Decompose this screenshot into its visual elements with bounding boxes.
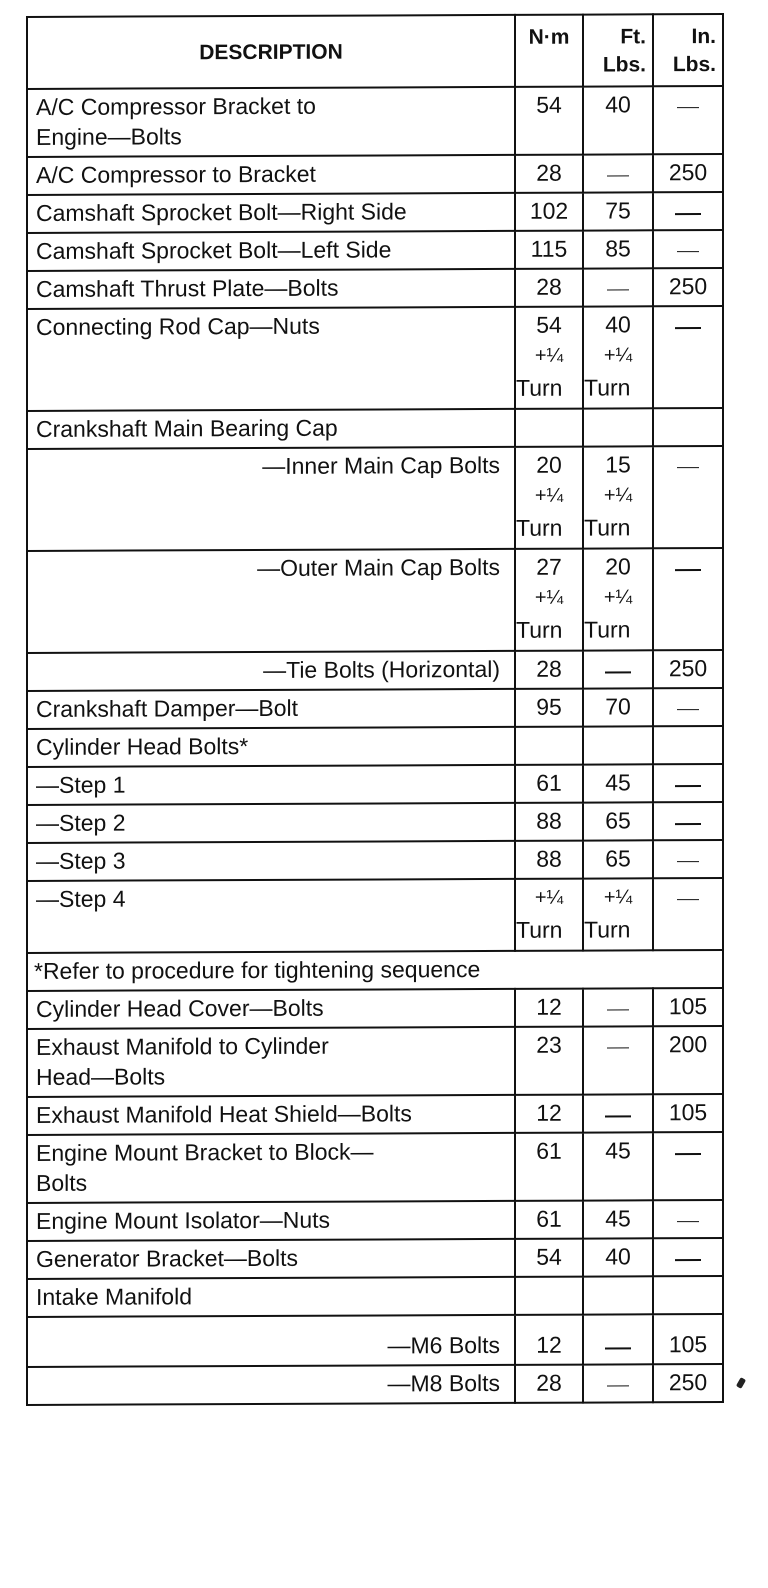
- value-nm: 28: [515, 155, 583, 193]
- value-nm: 20 +¼ Turn: [515, 447, 583, 549]
- not-applicable-dash: [607, 290, 629, 291]
- table-row: [27, 192, 723, 233]
- value-nm: 28: [515, 269, 583, 307]
- value-in-lbs: 105: [653, 1094, 723, 1132]
- value-ft-lbs: 85: [583, 230, 653, 268]
- table-row: [27, 548, 723, 653]
- footnote: *Refer to procedure for tightening sequence: [27, 950, 723, 991]
- stray-ink-mark: [736, 1377, 746, 1389]
- not-applicable-dash: [677, 1221, 699, 1222]
- not-applicable-dash: [605, 1347, 631, 1349]
- not-applicable-dash: [605, 671, 631, 673]
- table-row: [27, 446, 723, 551]
- row-description: Camshaft Sprocket Bolt—Right Side: [27, 193, 515, 233]
- row-description: Crankshaft Main Bearing Cap: [27, 409, 515, 449]
- row-description: —Outer Main Cap Bolts: [27, 549, 515, 653]
- value-nm: 54: [515, 87, 583, 155]
- value-in-lbs: [653, 726, 723, 764]
- value-ft-lbs: [583, 1364, 653, 1402]
- value-in-lbs: 250: [653, 154, 723, 192]
- value-in-lbs: [653, 408, 723, 446]
- value-in-lbs: [653, 802, 723, 840]
- row-description: Crankshaft Damper—Bolt: [27, 689, 515, 729]
- table-row: [27, 1132, 723, 1203]
- header-in-lbs: In. Lbs.: [653, 14, 723, 86]
- value-ft-lbs: 75: [583, 192, 653, 230]
- value-in-lbs: [653, 878, 723, 950]
- not-applicable-dash: [607, 1010, 629, 1011]
- value-in-lbs: [653, 306, 723, 408]
- torque-spec-sheet: [26, 13, 722, 1406]
- table-row: [27, 1200, 723, 1241]
- value-in-lbs: [653, 230, 723, 268]
- value-in-lbs: [653, 192, 723, 230]
- not-applicable-dash: [675, 1259, 701, 1261]
- not-applicable-dash: [675, 785, 701, 787]
- not-applicable-dash: [677, 107, 699, 108]
- table-row: [27, 1238, 723, 1279]
- table-row: [27, 86, 723, 157]
- not-applicable-dash: [607, 1048, 629, 1049]
- value-nm: 28: [515, 1365, 583, 1403]
- not-applicable-dash: [677, 709, 699, 710]
- value-nm: 61: [515, 765, 583, 803]
- row-description: —Tie Bolts (Horizontal): [27, 651, 515, 691]
- value-in-lbs: 105: [653, 1314, 723, 1364]
- not-applicable-dash: [677, 467, 699, 468]
- value-ft-lbs: +¼ Turn: [583, 878, 653, 950]
- row-description: Camshaft Thrust Plate—Bolts: [27, 269, 515, 309]
- value-ft-lbs: [583, 154, 653, 192]
- value-ft-lbs: 40 +¼ Turn: [583, 306, 653, 408]
- table-row: [27, 1094, 723, 1135]
- table-row: [27, 1276, 723, 1317]
- value-ft-lbs: [583, 1094, 653, 1132]
- value-ft-lbs: [583, 1314, 653, 1364]
- table-row: [27, 408, 723, 449]
- table-row: [27, 1026, 723, 1097]
- table-row: [27, 1314, 723, 1367]
- header-row: [27, 14, 723, 89]
- table-row: [27, 268, 723, 309]
- row-description: A/C Compressor Bracket to Engine—Bolts: [27, 87, 515, 157]
- not-applicable-dash: [675, 327, 701, 329]
- value-in-lbs: [653, 1132, 723, 1200]
- value-ft-lbs: 65: [583, 802, 653, 840]
- value-in-lbs: 200: [653, 1026, 723, 1094]
- row-description: A/C Compressor to Bracket: [27, 155, 515, 195]
- row-description: —Step 1: [27, 765, 515, 805]
- value-in-lbs: 250: [653, 650, 723, 688]
- value-in-lbs: 250: [653, 268, 723, 306]
- not-applicable-dash: [607, 176, 629, 177]
- value-nm: [515, 727, 583, 765]
- row-description: Generator Bracket—Bolts: [27, 1239, 515, 1279]
- row-description: Exhaust Manifold Heat Shield—Bolts: [27, 1095, 515, 1135]
- row-description: Cylinder Head Cover—Bolts: [27, 989, 515, 1029]
- table-row: [27, 878, 723, 953]
- row-description: Cylinder Head Bolts*: [27, 727, 515, 767]
- value-nm: 12: [515, 1315, 583, 1365]
- value-in-lbs: [653, 840, 723, 878]
- value-nm: 115: [515, 231, 583, 269]
- value-ft-lbs: [583, 1026, 653, 1094]
- value-in-lbs: 250: [653, 1364, 723, 1402]
- value-in-lbs: [653, 1276, 723, 1314]
- value-ft-lbs: 45: [583, 1200, 653, 1238]
- table-row: [27, 840, 723, 881]
- value-nm: 28: [515, 651, 583, 689]
- value-ft-lbs: 15 +¼ Turn: [583, 446, 653, 548]
- value-nm: 61: [515, 1201, 583, 1239]
- value-nm: [515, 1277, 583, 1315]
- table-row: [27, 950, 723, 991]
- value-in-lbs: [653, 1238, 723, 1276]
- row-description: —Step 4: [27, 879, 515, 953]
- table-row: [27, 1364, 723, 1405]
- value-in-lbs: [653, 688, 723, 726]
- not-applicable-dash: [675, 569, 701, 571]
- value-nm: 12: [515, 989, 583, 1027]
- table-row: [27, 988, 723, 1029]
- row-description: —M6 Bolts: [27, 1315, 515, 1367]
- row-description: Engine Mount Isolator—Nuts: [27, 1201, 515, 1241]
- table-row: [27, 230, 723, 271]
- value-nm: 54: [515, 1239, 583, 1277]
- table-row: [27, 154, 723, 195]
- value-nm: 61: [515, 1133, 583, 1201]
- value-in-lbs: [653, 548, 723, 650]
- value-in-lbs: [653, 1200, 723, 1238]
- value-ft-lbs: [583, 650, 653, 688]
- header-description: DESCRIPTION: [27, 15, 515, 89]
- value-in-lbs: [653, 86, 723, 154]
- value-nm: 27 +¼ Turn: [515, 549, 583, 651]
- header-ft-lbs: Ft. Lbs.: [583, 14, 653, 86]
- value-ft-lbs: 45: [583, 764, 653, 802]
- row-description: —M8 Bolts: [27, 1365, 515, 1405]
- value-nm: 95: [515, 689, 583, 727]
- value-ft-lbs: 65: [583, 840, 653, 878]
- value-ft-lbs: 40: [583, 1238, 653, 1276]
- not-applicable-dash: [675, 213, 701, 215]
- value-ft-lbs: [583, 988, 653, 1026]
- row-description: Engine Mount Bracket to Block— Bolts: [27, 1133, 515, 1203]
- row-description: Connecting Rod Cap—Nuts: [27, 307, 515, 411]
- not-applicable-dash: [677, 861, 699, 862]
- value-ft-lbs: 20 +¼ Turn: [583, 548, 653, 650]
- value-ft-lbs: 40: [583, 86, 653, 154]
- table-row: [27, 726, 723, 767]
- torque-spec-table: [26, 13, 724, 1406]
- value-ft-lbs: [583, 268, 653, 306]
- value-nm: 88: [515, 803, 583, 841]
- header-nm: N·m: [515, 15, 583, 87]
- row-description: —Inner Main Cap Bolts: [27, 447, 515, 551]
- row-description: Intake Manifold: [27, 1277, 515, 1317]
- value-nm: +¼ Turn: [515, 879, 583, 951]
- value-nm: 12: [515, 1095, 583, 1133]
- table-row: [27, 688, 723, 729]
- table-row: [27, 802, 723, 843]
- row-description: Exhaust Manifold to Cylinder Head—Bolts: [27, 1027, 515, 1097]
- not-applicable-dash: [675, 823, 701, 825]
- not-applicable-dash: [677, 251, 699, 252]
- not-applicable-dash: [607, 1386, 629, 1387]
- value-nm: [515, 409, 583, 447]
- value-nm: 88: [515, 841, 583, 879]
- value-ft-lbs: [583, 726, 653, 764]
- not-applicable-dash: [677, 899, 699, 900]
- value-ft-lbs: 45: [583, 1132, 653, 1200]
- value-in-lbs: [653, 764, 723, 802]
- value-ft-lbs: 70: [583, 688, 653, 726]
- value-in-lbs: 105: [653, 988, 723, 1026]
- value-ft-lbs: [583, 1276, 653, 1314]
- not-applicable-dash: [675, 1153, 701, 1155]
- value-nm: 102: [515, 193, 583, 231]
- row-description: —Step 2: [27, 803, 515, 843]
- value-nm: 54 +¼ Turn: [515, 307, 583, 409]
- table-row: [27, 764, 723, 805]
- value-ft-lbs: [583, 408, 653, 446]
- value-nm: 23: [515, 1027, 583, 1095]
- row-description: —Step 3: [27, 841, 515, 881]
- not-applicable-dash: [605, 1115, 631, 1117]
- row-description: Camshaft Sprocket Bolt—Left Side: [27, 231, 515, 271]
- table-row: [27, 650, 723, 691]
- table-row: [27, 306, 723, 411]
- value-in-lbs: [653, 446, 723, 548]
